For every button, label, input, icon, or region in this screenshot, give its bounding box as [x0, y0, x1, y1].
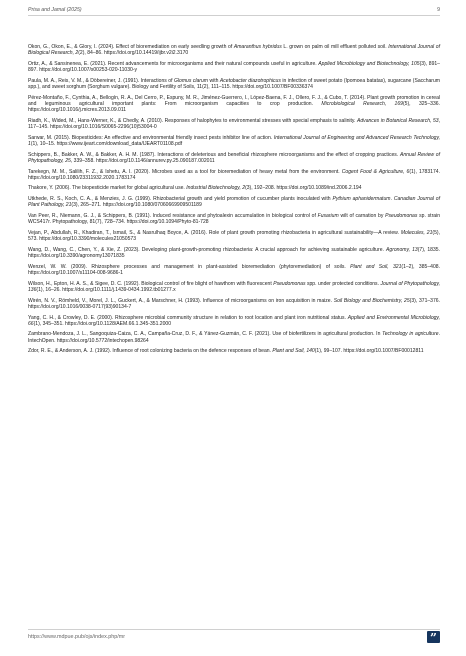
reference-pre: Van Peer, R., Niemann, G. J., & Schippers, B. (1991). Induced resistance and phytoalexin accumulation in biological control of	[28, 213, 318, 220]
reference-pre: Ortiz, A., & Sansinenea, E. (2021). Recent advancements for microorganisms and their natural compounds useful in agriculture.	[28, 60, 319, 67]
reference-title: Plant and Soil, 321	[350, 263, 402, 270]
reference-post: (3), 891–897. https://doi.org/10.1007/s00253-020-11030-y	[28, 60, 440, 74]
reference-entry	[28, 44, 440, 56]
reference-post: (5), 573. https://doi.org/10.3390/molecules21050573	[28, 229, 440, 243]
reference-post: (1), 345–351. https://doi.org/10.1128/AEM.66.1.345-351.2000	[33, 320, 172, 327]
reference-title: Molecules, 21	[400, 229, 433, 236]
running-header	[28, 7, 440, 13]
reference-title: Glomus clarum	[173, 77, 208, 84]
reference-pre: Thakore, Y. (2006). The biopesticide market for global agricultural use.	[28, 185, 187, 192]
reference-tail: (3), 265–271. https://doi.org/10.1080/07060669909501189	[71, 202, 202, 209]
reference-entry	[28, 264, 440, 276]
reference-entry	[28, 298, 440, 310]
reference-pre: Okon, G., Okon, E., & Glory, I. (2024). Effect of bioremediation on early seedling growth of	[28, 44, 234, 50]
reference-entry	[28, 315, 440, 327]
reference-pre: Paula, M. A., Reis, V. M., & Döbereiner, J. (1991). Interactions of	[28, 77, 174, 84]
reference-pre: Pérez-Montaño, F., Cynthia, A., Bellogín, R. A., Del Cerro, P., Espuny, M. R., Jiménez-Guerrero, I., López-Baena, F. J., Ollero, F. J., & Cubo, T. (2014). Plant growth promotion in cereal and leguminous agricultural important plants: From microorganism capacities to crop production.	[28, 94, 440, 107]
reference-post: (1), 99–107. https://doi.org/10.1007/BF00012811	[314, 348, 424, 355]
reference-pre: Tarekegn, M. M., Salilih, F. Z., & Ishetu, A. I. (2020). Microbes used as a tool for bioremediation of heavy metal from the environment.	[28, 168, 342, 175]
reference-journal: Canadian Journal of Plant Pathology, 21	[28, 196, 441, 209]
page-footer	[28, 631, 440, 643]
reference-title: Microbiological Research, 169	[321, 100, 403, 107]
reference-post: (1), 10–15. https://www.ijeart.com/download_data/IJEART01108.pdf	[30, 140, 183, 147]
reference-pre: Schippers, B., Bakker, A. W., & Bakker, A. H. M. (1987). Interactions of deleterious and beneficial rhizosphere microorganisms and the effect of cropping practices.	[28, 151, 400, 158]
reference-journal: Acetobacter diazotrophicus	[219, 77, 281, 84]
reference-entry	[28, 247, 440, 259]
reference-pre: Vejan, P., Abdullah, R., Khadiran, T., Ismail, S., & Nasrulhaq Boyce, A. (2016). Role of plant growth promoting rhizobacteria in agricultural sustainability—A review.	[28, 229, 401, 236]
reference-journal: Journal of Phytopathology, 136	[28, 280, 440, 293]
reference-title: Annual Review of Phytopathology, 25	[28, 151, 440, 164]
reference-pre: Wenzel, W. W. (2009). Rhizosphere processes and management in plant-assisted bioremediation (phytoremediation) of soils.	[28, 263, 351, 270]
reference-entry	[28, 213, 440, 225]
reference-post: L. grown on palm oil mill effluent polluted soil.	[281, 44, 389, 50]
reference-tail: (1), 16–26. https://doi.org/10.1111/j.1439-0434.1992.tb01277.x	[36, 286, 176, 293]
reference-post: , 117–145. https://doi.org/10.1016/S0065-2296(10)53004-0	[28, 117, 441, 131]
reference-title: Agronomy, 13	[386, 246, 418, 253]
reference-title: Amaranthus hybridus	[233, 44, 282, 50]
reference-title: Industrial Biotechnology, 2	[186, 185, 246, 192]
reference-entry	[28, 185, 440, 191]
reference-pre: Yang, C. H., & Crowley, D. E. (2000). Rhizosphere microbial community structure in relation to root location and plant iron nutritional status.	[28, 314, 348, 321]
reference-post: (7), 1835. https://doi.org/10.3390/agronomy13071835	[28, 246, 440, 260]
reference-post: , 339–358. https://doi.org/10.1146/annurev.py.25.090187.002011	[70, 157, 215, 164]
running-head: Prisa and Jamal (2025)	[28, 7, 82, 13]
reference-pre: Sarwar, M. (2015). Biopesticides: An effective and environmental friendly insect pests inhibitor line of action.	[28, 134, 274, 141]
reference-title: Cogent Food & Agriculture, 6	[341, 168, 410, 175]
reference-journal: International Journal of Biological Research, 2	[28, 44, 440, 57]
reference-tail: sp. strain WCS417r. Phytopathology, 81(7), 728–734. https://doi.org/10.1094/Phyto-81-728	[28, 213, 440, 226]
reference-entry	[28, 281, 440, 293]
reference-post: . IntechOpen. https://doi.org/10.5772/intechopen.98264	[28, 331, 440, 344]
reference-entry	[28, 118, 440, 130]
reference-entry	[28, 331, 440, 343]
reference-post: with	[207, 77, 220, 84]
reference-entry	[28, 78, 440, 90]
reference-entry	[28, 135, 440, 147]
footer-divider	[28, 629, 440, 630]
reference-entry	[28, 348, 440, 354]
page-number: 9	[437, 7, 440, 13]
reference-entry	[28, 95, 440, 114]
reference-post: (5), 325–336. https://doi.org/10.1016/j.micres.2013.09.011	[28, 100, 440, 114]
reference-post: (1), 1783174. https://doi.org/10.1080/23311932.2020.1783174	[28, 168, 440, 181]
reference-post: (1–2), 385–408. https://doi.org/10.1007/s11104-008-9686-1	[28, 263, 440, 276]
reference-entry	[28, 169, 440, 181]
reference-tail: (2), 84–86. https://doi.org/10.14419/ijbr.v2i2.3170	[78, 50, 189, 57]
reference-pre: Wirén, N. V., Römheld, V., Morel, J. L., Guckert, A., & Marschner, H. (1993). Influence of microorganisms on iron acquisition in maize.	[28, 297, 334, 304]
reference-title: International Journal of Engineering and Advanced Research Technology, 1	[28, 134, 440, 147]
reference-post: (3), 371–376. https://doi.org/10.1016/0038-0717(93)90134-7	[28, 297, 440, 310]
reference-post: (3), 192–208. https://doi.org/10.1089/ind.2006.2.194	[245, 185, 362, 192]
reference-title: Applied and Environmental Microbiology, 66	[28, 314, 440, 327]
journal-url-link[interactable]: https://www.mdpue.pub/ojs/index.php/mr	[28, 634, 126, 640]
reference-journal: Pseudomonas	[385, 213, 418, 220]
reference-pre: Wilson, H., Epton, H. A. S., & Sigee, D. C. (1992). Biological control of fire blight of hawthorn with fluorescent	[28, 280, 274, 287]
reference-title: Fusarium	[317, 213, 339, 220]
reference-entry	[28, 230, 440, 242]
reference-pre: Utkhede, R. S., Koch, C. A., & Menzies, J. G. (1999). Rhizobacterial growth and yield promotion of cucumber plants inoculated with	[28, 196, 333, 203]
reference-title: Soil Biology and Biochemistry, 25	[333, 297, 410, 304]
reference-entry	[28, 61, 440, 73]
reference-pre: Zambrano-Mendoza, J. L., Sangoquiza-Caiza, C. A., Campaña-Cruz, D. F., & Yánez-Guzmán, C. F. (2021). Use of biofertilizers in agricultural production. In	[28, 331, 383, 338]
reference-entry	[28, 196, 440, 208]
reference-tail: in infection of sweet potato (Ipomoea batatas), sugarcane (Saccharum spp.), and sweet sorghum (Sorghum vulgare). Biology and Fertility of Soils, 11(2), 111–115. https://doi.org/10.1007/BF00336374	[28, 77, 440, 91]
reference-post: spp. under protected conditions.	[305, 280, 381, 287]
reference-post: wilt of carnation by	[338, 213, 386, 220]
reference-title: Advances in Botanical Research, 53	[357, 117, 439, 124]
reference-title: Pythium aphanidermatum	[332, 196, 391, 203]
reference-title: Technology in agriculture	[382, 331, 439, 338]
reference-entry	[28, 152, 440, 164]
reference-title: Applied Microbiology and Biotechnology, 105	[318, 60, 420, 67]
reference-pre: Zdor, R. E., & Anderson, A. J. (1992). Influence of root colonizing bacteria on the defence responses of bean.	[28, 348, 273, 355]
reference-post: .	[390, 196, 394, 203]
reference-title: Plant and Soil, 140	[272, 348, 315, 355]
reference-pre: Riadh, K., Wided, M., Hans-Werner, K., & Chedly, A. (2010). Responses of halophytes to environmental stresses with special emphasis to salinity.	[28, 117, 357, 124]
reference-pre: Wang, D., Wang, C., Chen, Y., & Xie, Z. (2023). Developing plant-growth-promoting rhizobacteria: A crucial approach for achieving sustainable agriculture.	[28, 246, 387, 253]
reference-list	[28, 44, 440, 359]
reference-title: Pseudomonas	[273, 280, 306, 287]
header-divider	[28, 15, 440, 16]
quote-icon[interactable]: ”	[427, 631, 440, 643]
